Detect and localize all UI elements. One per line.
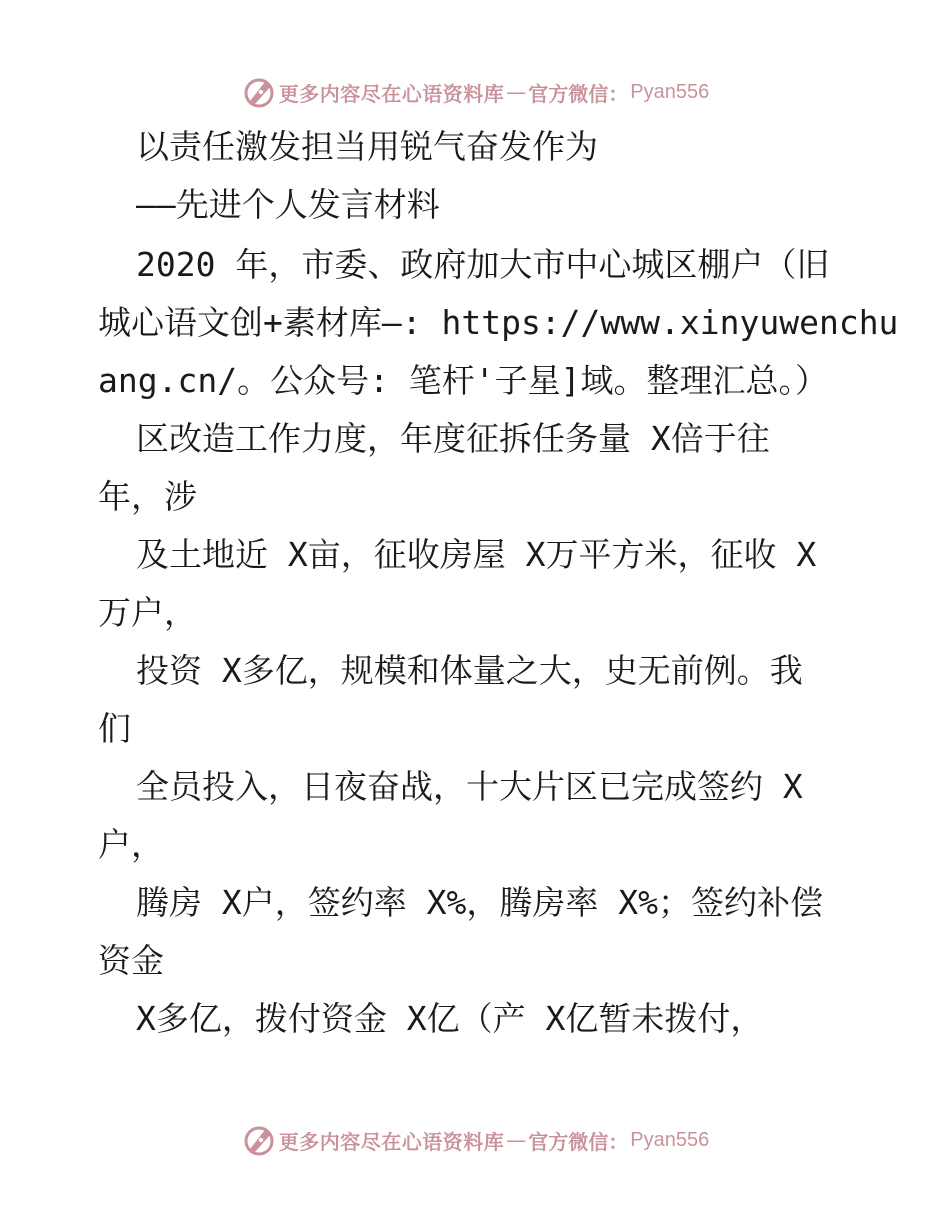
paragraph-line: 城心语文创+素材库—: https://www.xinyuwenchu (98, 303, 899, 342)
document-subtitle: ——先进个人发言材料 (136, 185, 440, 224)
paragraph-line: 年，涉 (98, 477, 197, 516)
paragraph-line: 万户， (98, 593, 197, 632)
header-brand-text: 更多内容尽在心语资料库 (278, 81, 505, 106)
paragraph-line: 全员投入，日夜奋战，十大片区已完成签约 X (136, 767, 803, 806)
paragraph-line: X多亿，拨付资金 X亿（产 X亿暂未拨付， (136, 999, 764, 1038)
header-separator: — (506, 80, 527, 104)
pen-nib-logo-icon (241, 74, 277, 110)
header-wechat-id: Pyan556 (630, 80, 710, 103)
pen-nib-logo-icon (241, 1122, 277, 1158)
paragraph-line: 们 (98, 709, 131, 748)
footer-wechat-id: Pyan556 (630, 1128, 710, 1151)
footer-separator: — (506, 1128, 527, 1152)
paragraph-line: 及土地近 X亩，征收房屋 X万平方米，征收 X (136, 535, 817, 574)
footer-brand-text: 更多内容尽在心语资料库 (278, 1129, 505, 1154)
paragraph-line: 区改造工作力度，年度征拆任务量 X倍于往 (136, 419, 770, 458)
paragraph-line: 资金 (98, 941, 164, 980)
footer-wechat-label: 官方微信： (528, 1129, 629, 1154)
footer-banner-content[interactable] (241, 1122, 709, 1158)
paragraph-line: 2020 年，市委、政府加大市中心城区棚户（旧 (136, 245, 830, 284)
header-banner-content[interactable] (241, 74, 709, 110)
paragraph-line: ang.cn/。公众号: 笔杆'子星]域。整理汇总。） (98, 361, 829, 400)
header-wechat-label: 官方微信： (528, 81, 629, 106)
header-banner (0, 70, 950, 114)
paragraph-line: 腾房 X户，签约率 X%，腾房率 X%；签约补偿 (136, 883, 823, 922)
paragraph-line: 投资 X多亿，规模和体量之大，史无前例。我 (136, 651, 803, 690)
document-title: 以责任激发担当用锐气奋发作为 (136, 127, 598, 166)
footer-banner (0, 1118, 950, 1162)
paragraph-line: 户， (98, 825, 164, 864)
